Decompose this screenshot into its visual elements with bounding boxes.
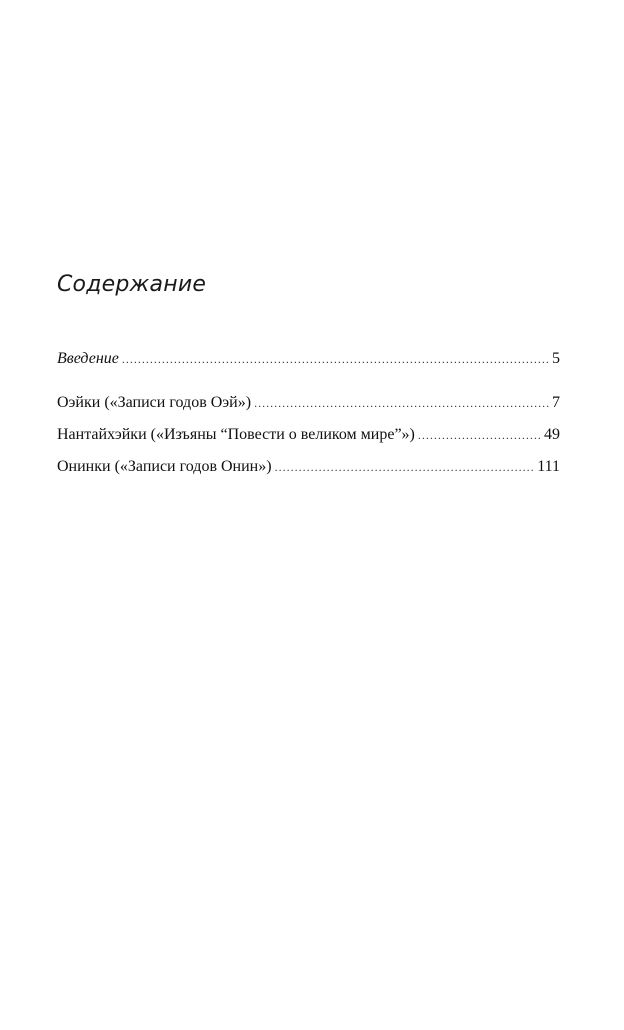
dot-leader [254, 390, 549, 416]
toc-entry-introduction[interactable] [57, 346, 560, 372]
toc-title: Содержание [57, 272, 207, 297]
toc-entry-page-number: 5 [552, 350, 560, 367]
toc-entry-label: Нантайхэйки («Изъяны “Повести о великом мире”») [57, 426, 415, 443]
dot-leader [275, 454, 535, 480]
toc-entry-oeiki[interactable] [57, 390, 560, 416]
toc-entry-page-number: 111 [537, 458, 560, 475]
toc-list [57, 346, 560, 480]
toc-entry-nantaiheiki[interactable] [57, 422, 560, 448]
toc-entry-label: Онинки («Записи годов Онин») [57, 458, 272, 475]
toc-entry-label: Введение [57, 350, 119, 367]
dot-leader [122, 346, 549, 372]
toc-entry-oninki[interactable] [57, 454, 560, 480]
toc-entry-label: Оэйки («Записи годов Оэй») [57, 394, 252, 411]
toc-entry-page-number: 49 [544, 426, 560, 443]
dot-leader [418, 422, 541, 448]
toc-entry-page-number: 7 [552, 394, 560, 411]
